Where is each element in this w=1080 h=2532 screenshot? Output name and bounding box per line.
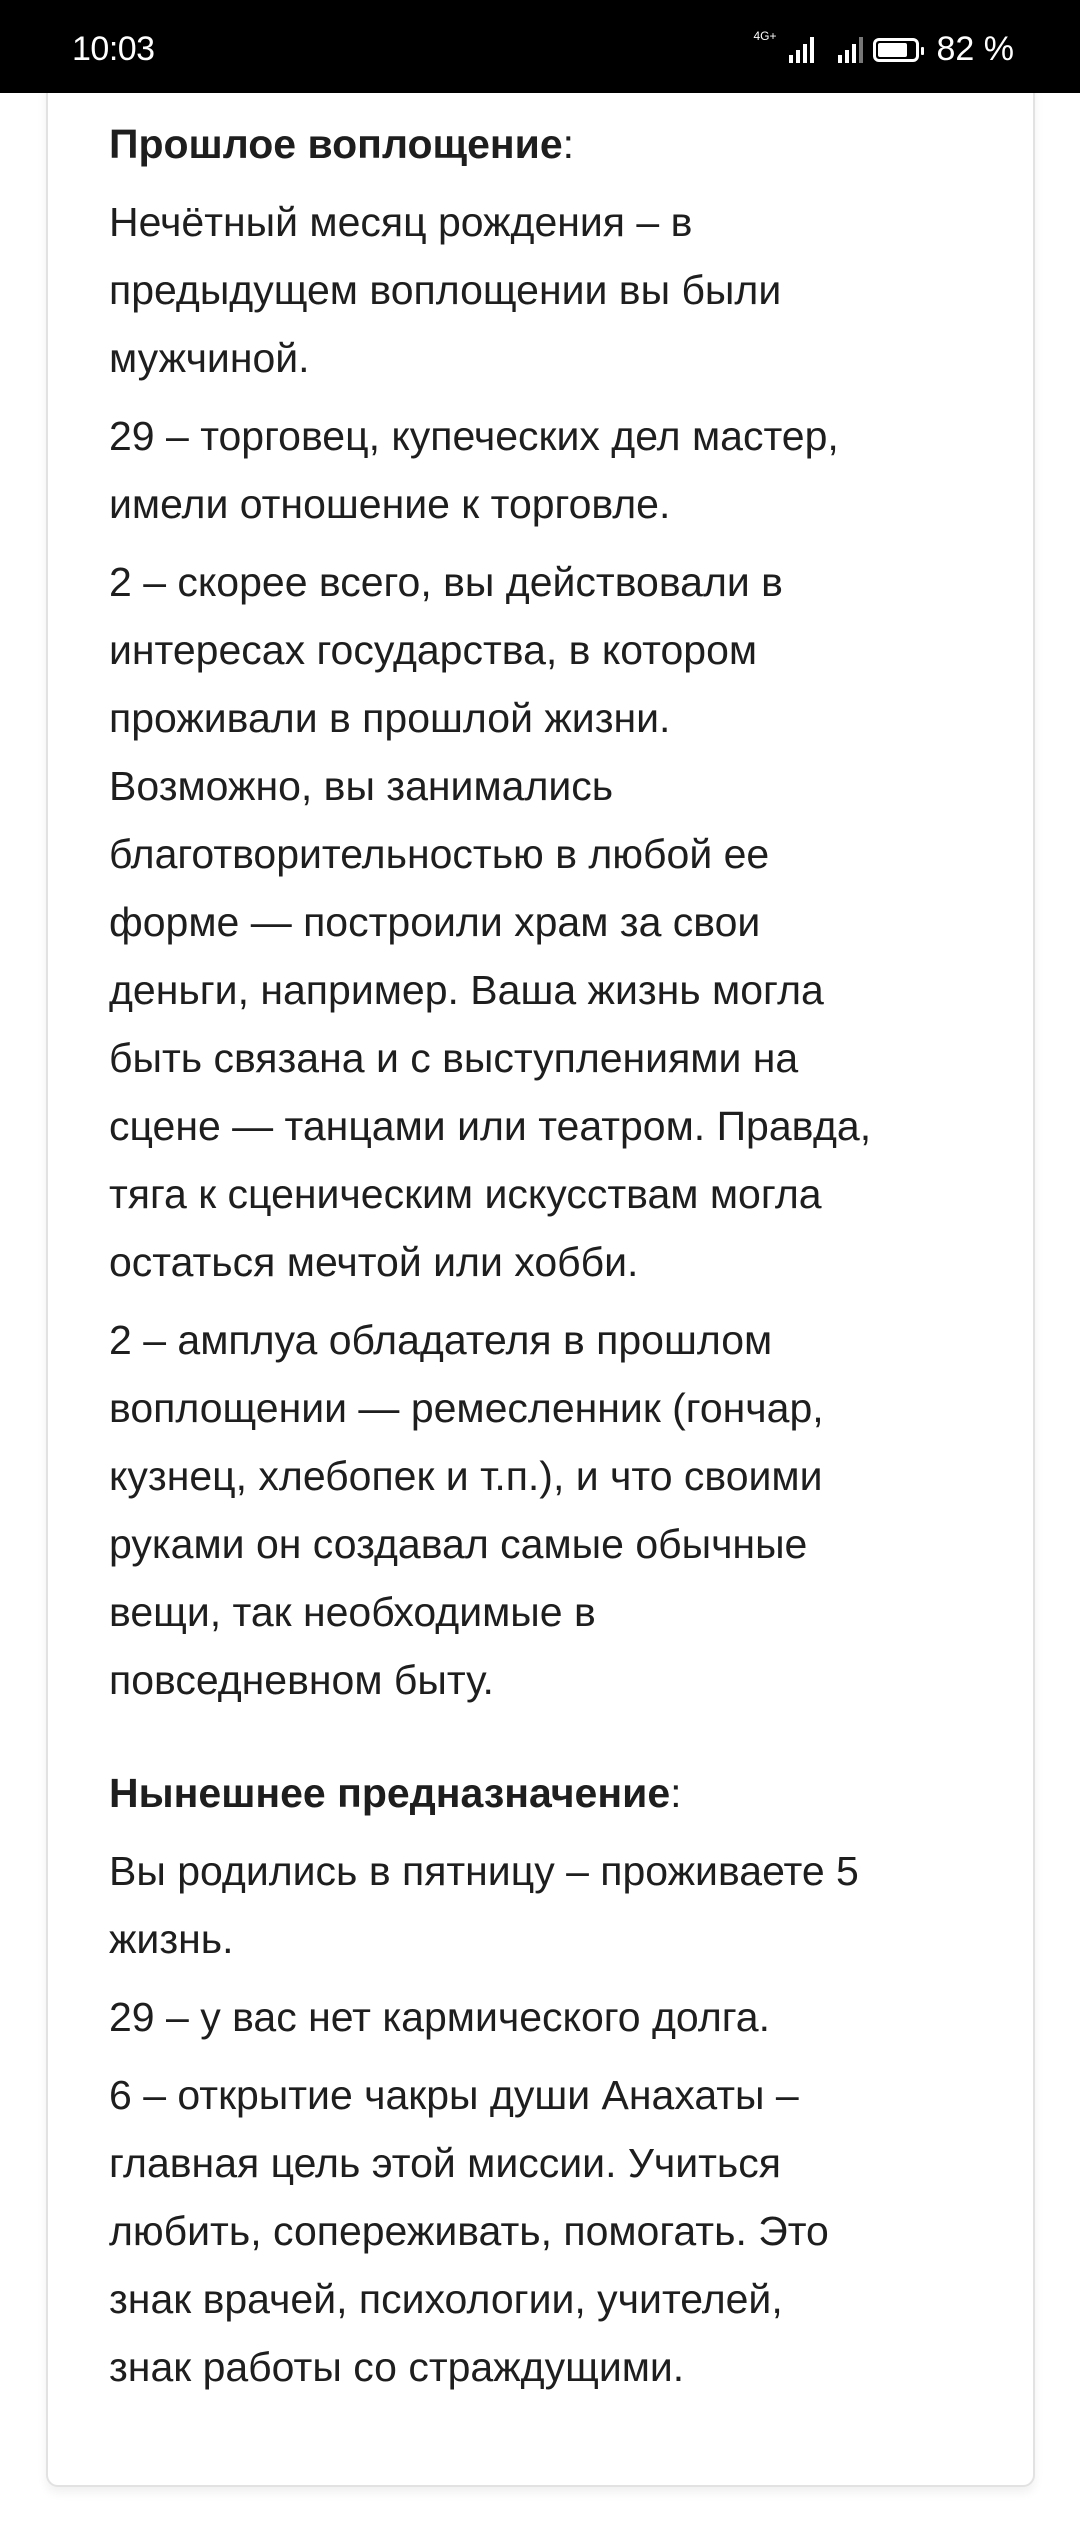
paragraph-line: кузнец, хлебопек и т.п.), и что своими [109,1453,823,1499]
section-colon: : [670,1770,682,1816]
paragraph [109,402,1033,538]
paragraph-line: повседневном быту. [109,1657,494,1703]
paragraph-line: проживали в прошлой жизни. [109,695,671,741]
signal-icon [789,37,814,63]
signal-2-icon [838,37,863,63]
paragraph-line: 6 – открытие чакры души Анахаты – [109,2072,799,2118]
section-heading [109,1759,1033,1827]
paragraph-line: 2 – скорее всего, вы действовали в [109,559,783,605]
paragraph-line: 29 – торговец, купеческих дел мастер, [109,413,839,459]
paragraph-line: интересах государства, в котором [109,627,758,673]
paragraph-line: быть связана и с выступлениями на [109,1035,799,1081]
paragraph [109,2061,1033,2401]
paragraph-line: любить, сопереживать, помогать. Это [109,2208,829,2254]
network-type: 4G+ [753,29,777,43]
battery-percent: 82 % [936,30,1014,68]
section-heading [109,110,1033,178]
paragraph [109,1983,1033,2051]
paragraph-line: форме — построили храм за свои [109,899,761,945]
battery-icon [873,38,919,62]
paragraph-line: Вы родились в пятницу – проживаете 5 [109,1848,859,1894]
section-colon: : [562,121,575,167]
paragraph-line: главная цель этой миссии. Учиться [109,2140,781,2186]
paragraph-line: 2 – амплуа обладателя в прошлом [109,1317,773,1363]
paragraph-line: руками он создавал самые обычные [109,1521,808,1567]
paragraph-line: имели отношение к торговле. [109,481,671,527]
paragraph-line: мужчиной. [109,335,310,381]
section-title: Прошлое воплощение [109,121,563,167]
paragraph [109,1837,1033,1973]
paragraph-line: 29 – у вас нет кармического долга. [109,1994,770,2040]
article-card [46,40,1035,2487]
paragraph-line: Возможно, вы занимались [109,763,614,809]
status-icons [753,30,1014,69]
status-bar [0,0,1080,93]
paragraph-line: знак работы со страждущими. [109,2344,685,2390]
paragraph-line: остаться мечтой или хобби. [109,1239,639,1285]
paragraph-line: Нечётный месяц рождения – в [109,199,693,245]
paragraph [109,1306,1033,1714]
paragraph-line: знак врачей, психологии, учителей, [109,2276,783,2322]
section-title: Нынешнее предназначение [109,1770,671,1816]
status-time: 10:03 [72,30,155,68]
paragraph-line: вещи, так необходимые в [109,1589,596,1635]
paragraph-line: благотворительностью в любой ее [109,831,770,877]
paragraph [109,188,1033,392]
paragraph-line: жизнь. [109,1916,234,1962]
paragraph-line: воплощении — ремесленник (гончар, [109,1385,824,1431]
paragraph-line: сцене — танцами или театром. Правда, [109,1103,872,1149]
paragraph [109,548,1033,1296]
paragraph-line: предыдущем воплощении вы были [109,267,782,313]
paragraph-line: деньги, например. Ваша жизнь могла [109,967,824,1013]
paragraph-line: тяга к сценическим искусствам могла [109,1171,822,1217]
